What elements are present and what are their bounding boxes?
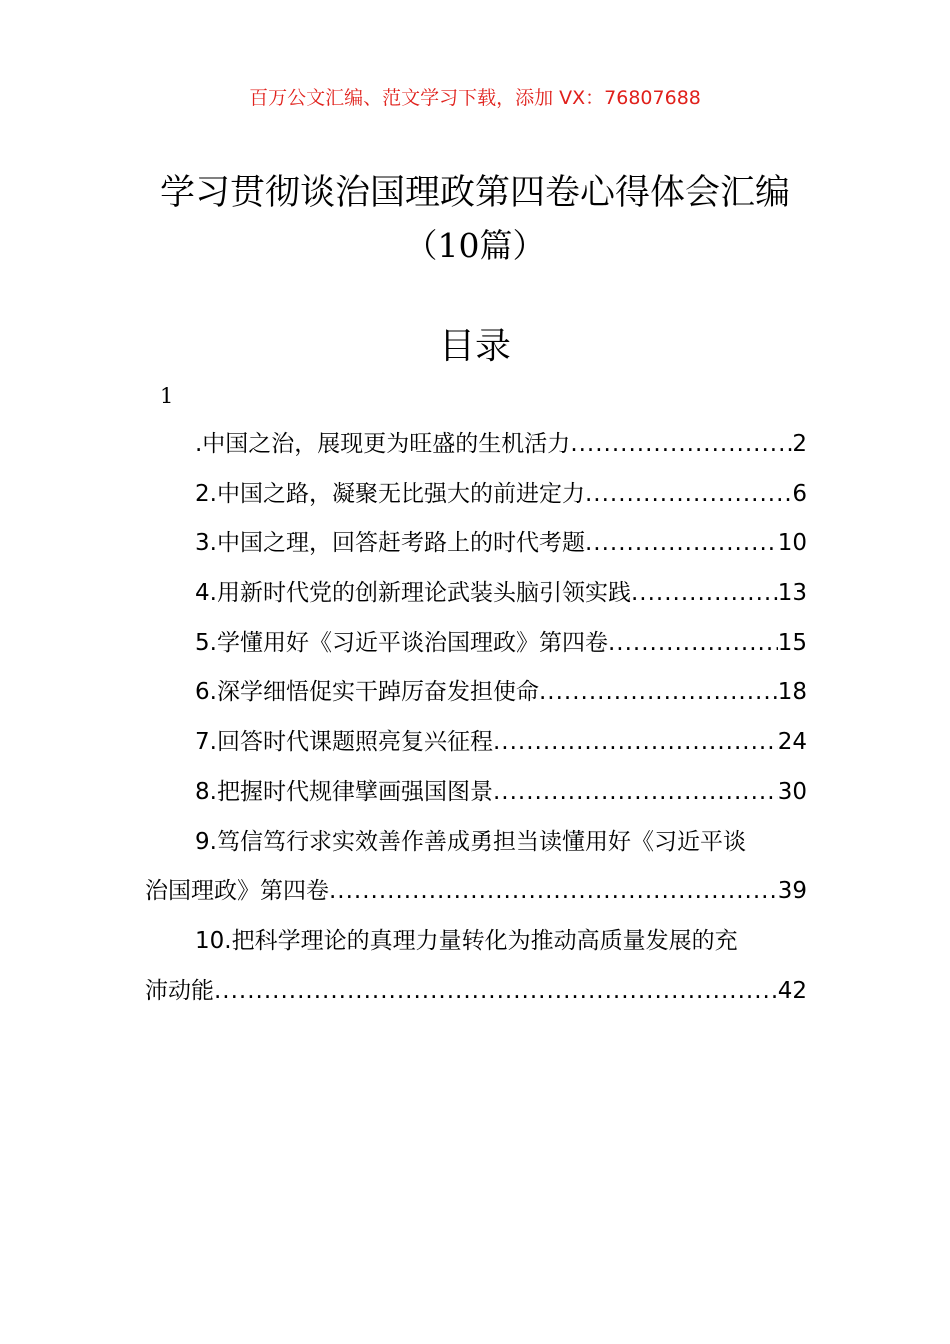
toc-entry-page: 6 <box>792 480 807 507</box>
toc-entry-page: 24 <box>777 729 807 756</box>
toc-leader-dots <box>608 619 778 669</box>
toc-entry-title: .中国之治，展现更为旺盛的生机活力 <box>195 431 571 457</box>
toc-entry-4[interactable] <box>145 569 807 619</box>
toc-entry-page: 30 <box>777 778 807 805</box>
toc-entry-title: 2.中国之路，凝聚无比强大的前进定力 <box>195 480 585 507</box>
table-of-contents <box>145 420 807 1016</box>
toc-leader-dots <box>493 718 778 768</box>
toc-entry-2[interactable] <box>145 470 807 520</box>
toc-leader-dots <box>585 519 778 569</box>
toc-entry-page: 13 <box>777 580 807 607</box>
toc-entry-1[interactable] <box>145 420 807 470</box>
toc-leader-dots <box>570 420 792 470</box>
document-subtitle <box>0 222 950 270</box>
subtitle-rest: 篇） <box>479 226 546 265</box>
toc-leader-dots <box>493 768 778 818</box>
toc-entry-3[interactable] <box>145 519 807 569</box>
toc-entry-8[interactable] <box>145 768 807 818</box>
toc-entry-page: 18 <box>777 679 807 706</box>
toc-entry-page: 15 <box>777 629 807 656</box>
toc-entry-title: 7.回答时代课题照亮复兴征程 <box>195 729 493 756</box>
toc-entry-5[interactable] <box>145 619 807 669</box>
toc-entry-page: 39 <box>777 878 807 905</box>
toc-marker: 1 <box>160 384 174 408</box>
toc-leader-dots <box>585 470 792 520</box>
toc-entry-title-line1: 10.把科学理论的真理力量转化为推动高质量发展的充 <box>195 927 738 954</box>
toc-entry-title-line2: 沛动能 <box>145 977 214 1004</box>
toc-entry-page: 42 <box>777 977 807 1004</box>
toc-entry-6[interactable] <box>145 668 807 718</box>
toc-leader-dots <box>631 569 778 619</box>
toc-entry-title-line2: 治国理政》第四卷 <box>145 878 329 905</box>
toc-entry-title: 6.深学细悟促实干踔厉奋发担使命 <box>195 679 539 706</box>
toc-entry-title-line1: 9.笃信笃行求实效善作善成勇担当读懂用好《习近平谈 <box>195 828 746 855</box>
watermark-banner: 百万公文汇编、范文学习下载，添加 VX：76807688 <box>249 87 701 109</box>
toc-entry-10[interactable] <box>145 917 807 1016</box>
toc-entry-page: 10 <box>777 530 807 557</box>
toc-heading: 目录 <box>438 326 511 367</box>
toc-leader-dots <box>329 867 778 917</box>
toc-entry-title: 5.学懂用好《习近平谈治国理政》第四卷 <box>195 629 608 656</box>
toc-entry-7[interactable] <box>145 718 807 768</box>
toc-entry-title: 3.中国之理，回答赶考路上的时代考题 <box>195 530 585 557</box>
toc-entry-title: 8.把握时代规律擘画强国图景 <box>195 778 493 805</box>
toc-leader-dots <box>539 668 778 718</box>
toc-entry-page: 2 <box>792 431 807 457</box>
subtitle-open-paren: （ <box>404 226 438 265</box>
document-title: 学习贯彻谈治国理政第四卷心得体会汇编 <box>159 173 790 213</box>
toc-entry-title: 4.用新时代党的创新理论武装头脑引领实践 <box>195 580 631 607</box>
subtitle-count: 10 <box>437 226 480 265</box>
toc-entry-9[interactable] <box>145 818 807 917</box>
toc-leader-dots <box>214 967 778 1017</box>
